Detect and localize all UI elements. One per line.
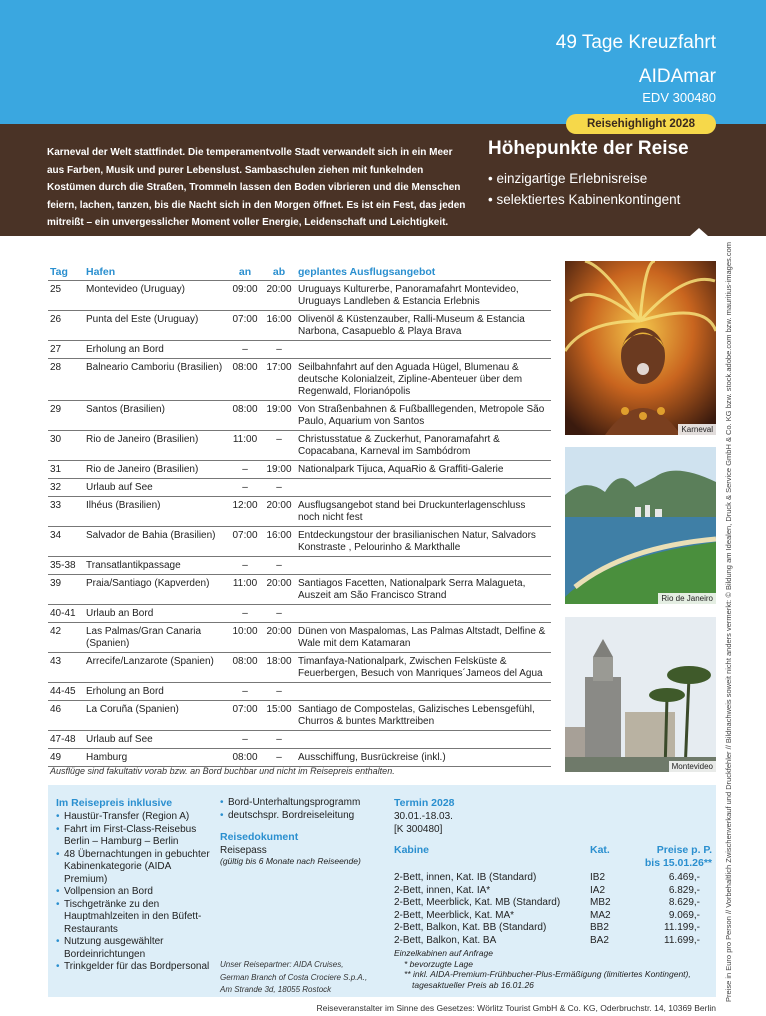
cell-an: – xyxy=(228,557,262,575)
cell-ab: 15:00 xyxy=(262,701,296,731)
cell-tag: 49 xyxy=(48,749,84,767)
cabin-col-kat: Kat. xyxy=(590,844,610,856)
photo-caption: Rio de Janeiro xyxy=(658,593,716,604)
side-credit-text: Preise in Euro pro Person // Vorbehaltlich Zwischenverkauf und Druckfehler // Bildnachweis soweit nicht anders vermerkt: © Bildung am Idealen, Druck & Service GmbH & Co. KG bzw. stock.adobe.com bzw. mauritius-images.com xyxy=(724,241,733,1002)
termin-code: [K 300480] xyxy=(394,823,443,835)
cell-an: 12:00 xyxy=(228,497,262,527)
termin-dates: 30.01.-18.03. xyxy=(394,811,453,822)
cabin-note: * bevorzugte Lage xyxy=(404,958,473,969)
cabin-row xyxy=(394,922,712,935)
cell-ausflug: Olivenöl & Küstenzauber, Ralli-Museum & Estancia Narbona, Casapueblo & Playa Brava xyxy=(296,311,551,341)
photo-montevideo xyxy=(565,617,716,772)
partner-info xyxy=(220,959,367,997)
cell-an: 08:00 xyxy=(228,359,262,401)
cell-tag: 42 xyxy=(48,623,84,653)
table-row xyxy=(48,701,551,731)
cell-hafen: Punta del Este (Uruguay) xyxy=(84,311,228,341)
cabin-price: 9.069,- xyxy=(668,909,700,921)
cell-tag: 33 xyxy=(48,497,84,527)
cabin-note: tagesaktueller Preis ab 16.01.26 xyxy=(412,979,534,990)
cell-an: – xyxy=(228,341,262,359)
partner-line: German Branch of Costa Crociere S.p.A., xyxy=(220,972,368,982)
cell-hafen: Erholung an Bord xyxy=(84,683,228,701)
cell-ab: 18:00 xyxy=(262,653,296,683)
cell-ausflug xyxy=(296,479,551,497)
cell-hafen: Transatlantikpassage xyxy=(84,557,228,575)
cell-an: – xyxy=(228,605,262,623)
cell-tag: 31 xyxy=(48,461,84,479)
cell-ab: 19:00 xyxy=(262,461,296,479)
notch-decoration xyxy=(690,228,708,236)
photo-caption: Karneval xyxy=(678,424,716,435)
cell-hafen: Rio de Janeiro (Brasilien) xyxy=(84,461,228,479)
header-banner xyxy=(0,0,766,124)
cabin-col-kabine: Kabine xyxy=(394,844,430,856)
cabin-notes xyxy=(394,948,712,990)
cell-ab: 20:00 xyxy=(262,281,296,311)
table-row xyxy=(48,605,551,623)
cell-tag: 44-45 xyxy=(48,683,84,701)
inclusive-list-2 xyxy=(220,797,390,822)
cell-an: – xyxy=(228,479,262,497)
cell-ausflug: Christusstatue & Zuckerhut, Panoramafahrt & Copacabana, Karneval im Sambódrom xyxy=(296,431,551,461)
cabin-price: 11.199,- xyxy=(664,922,700,933)
cell-an: 08:00 xyxy=(228,749,262,767)
edv-number: EDV 300480 xyxy=(642,90,716,105)
cell-ab: – xyxy=(262,479,296,497)
cell-tag: 26 xyxy=(48,311,84,341)
cell-ausflug xyxy=(296,341,551,359)
inclusive-item: • 48 Übernachtungen in gebuchter Kabinenkategorie (AIDA Premium) xyxy=(56,849,216,887)
cabin-row xyxy=(394,897,712,910)
cabin-name: 2-Bett, Meerblick, Kat. MB (Standard) xyxy=(394,897,561,908)
cell-ausflug: Santiagos Facetten, Nationalpark Serra Malagueta, Auszeit am São Francisco Strand xyxy=(296,575,551,605)
cell-hafen: Hamburg xyxy=(84,749,228,767)
cell-hafen: Ilhéus (Brasilien) xyxy=(84,497,228,527)
cabin-row xyxy=(394,910,712,923)
cell-hafen: Salvador de Bahia (Brasilien) xyxy=(84,527,228,557)
trip-duration: 49 Tage Kreuzfahrt xyxy=(555,32,716,53)
cabin-rows xyxy=(394,872,712,947)
cell-hafen: Montevideo (Uruguay) xyxy=(84,281,228,311)
cell-an: 09:00 xyxy=(228,281,262,311)
cell-ab: 20:00 xyxy=(262,575,296,605)
cell-tag: 27 xyxy=(48,341,84,359)
highlight-badge: Reisehighlight 2028 xyxy=(566,114,716,134)
cell-an: 10:00 xyxy=(228,623,262,653)
cell-tag: 29 xyxy=(48,401,84,431)
cell-ab: 20:00 xyxy=(262,623,296,653)
cell-tag: 39 xyxy=(48,575,84,605)
table-row xyxy=(48,527,551,557)
table-row xyxy=(48,653,551,683)
table-row xyxy=(48,575,551,605)
cell-an: – xyxy=(228,683,262,701)
cell-ab: – xyxy=(262,749,296,767)
table-row xyxy=(48,731,551,749)
cabin-kat: MA2 xyxy=(590,909,611,921)
cabin-name: 2-Bett, innen, Kat. IB (Standard) xyxy=(394,872,537,883)
cabin-kat: IA2 xyxy=(590,884,606,896)
highlights-title: Höhepunkte der Reise xyxy=(488,138,689,159)
cell-hafen: Rio de Janeiro (Brasilien) xyxy=(84,431,228,461)
cell-an: – xyxy=(228,461,262,479)
inclusive-title: Im Reisepreis inklusive xyxy=(56,797,173,809)
inclusive-item: • Bord-Unterhaltungsprogramm xyxy=(220,797,390,810)
table-row xyxy=(48,281,551,311)
cell-tag: 47-48 xyxy=(48,731,84,749)
cabin-note: Einzelkabinen auf Anfrage xyxy=(394,948,493,958)
cell-ab: 20:00 xyxy=(262,497,296,527)
cell-hafen: Urlaub an Bord xyxy=(84,605,228,623)
cell-ausflug: Von Straßenbahnen & Fußballlegenden, Metropole São Paulo, Aquarium von Santos xyxy=(296,401,551,431)
highlight-item: • einzigartige Erlebnisreise xyxy=(488,168,680,189)
termin-title: Termin 2028 xyxy=(394,797,455,809)
intro-text: Karneval der Welt stattfindet. Die temperamentvolle Stadt verwandelt sich in ein Meer aus Farben, Musik und purer Lebenslust. Sambaschulen ziehen mit funkelnden Kostümen durch die Straßen, Trommeln lassen den Boden vibrieren und die Menschen feiern, lachen, tanzen, bis die Nacht sich in den Morgen öffnet. Es ist ein Fest, das jeden mitreißt – ein unvergesslicher Moment voller Energie, Leidenschaft und Leichtigkeit. xyxy=(47,147,466,228)
cell-ausflug: Dünen von Maspalomas, Las Palmas Altstadt, Delfine & Wale mit dem Katamaran xyxy=(296,623,551,653)
preis-line1: Preise p. P. xyxy=(656,844,712,856)
cell-hafen: Las Palmas/Gran Canaria (Spanien) xyxy=(84,623,228,653)
cell-ab: 19:00 xyxy=(262,401,296,431)
cell-hafen: Urlaub auf See xyxy=(84,731,228,749)
document-note: (gültig bis 6 Monate nach Reiseende) xyxy=(220,856,361,866)
cell-ausflug: Uruguays Kulturerbe, Panoramafahrt Montevideo, Uruguays Landleben & Estancia Erlebnis xyxy=(296,281,551,311)
cell-ab: – xyxy=(262,731,296,749)
intro-band xyxy=(0,118,766,236)
cell-tag: 43 xyxy=(48,653,84,683)
document-value: Reisepass xyxy=(220,845,267,856)
cell-tag: 30 xyxy=(48,431,84,461)
cabin-row xyxy=(394,935,712,948)
document-title: Reisedokument xyxy=(220,831,299,843)
cell-an: 07:00 xyxy=(228,311,262,341)
photo-caption: Montevideo xyxy=(669,761,716,772)
cabin-note: ** inkl. AIDA-Premium-Frühbucher-Plus-Ermäßigung (limitiertes Kontingent), xyxy=(404,969,691,979)
cell-ausflug: Ausschiffung, Busrückreise (inkl.) xyxy=(296,749,551,767)
cell-tag: 28 xyxy=(48,359,84,401)
photo-rio xyxy=(565,447,716,604)
table-header-row xyxy=(48,264,551,281)
cell-ab: – xyxy=(262,341,296,359)
cell-ab: – xyxy=(262,605,296,623)
col-header-an: an xyxy=(228,264,262,281)
cell-an: 08:00 xyxy=(228,653,262,683)
inclusive-item: • Tischgetränke zu den Hauptmahlzeiten in den Büfett-Restaurants xyxy=(56,899,216,937)
partner-line: Unser Reisepartner: AIDA Cruises, xyxy=(220,960,344,969)
highlights-list xyxy=(488,168,680,210)
table-row xyxy=(48,623,551,653)
table-row xyxy=(48,359,551,401)
cabin-price: 6.829,- xyxy=(668,884,700,896)
cell-an: – xyxy=(228,731,262,749)
cell-ausflug: Entdeckungstour der brasilianischen Natur, Salvadors Konstraste , Pelourinho & Markthalle xyxy=(296,527,551,557)
cell-tag: 25 xyxy=(48,281,84,311)
organizer-line: Reiseveranstalter im Sinne des Gesetzes: Wörlitz Tourist GmbH & Co. KG, Oderbruchstr. 14, 10369 Berlin xyxy=(316,1003,716,1013)
cell-ab: 16:00 xyxy=(262,311,296,341)
cell-tag: 32 xyxy=(48,479,84,497)
inclusive-item: • Vollpension an Bord xyxy=(56,886,216,899)
cell-an: 07:00 xyxy=(228,701,262,731)
table-row xyxy=(48,749,551,767)
cell-hafen: Urlaub auf See xyxy=(84,479,228,497)
cabin-header xyxy=(394,844,712,872)
col-header-hafen: Hafen xyxy=(84,264,228,281)
cell-hafen: Arrecife/Lanzarote (Spanien) xyxy=(84,653,228,683)
ship-name: AIDAmar xyxy=(638,66,716,87)
cabin-row xyxy=(394,872,712,885)
cell-tag: 34 xyxy=(48,527,84,557)
inclusive-item: • Nutzung ausgewählter Bordeinrichtungen xyxy=(56,936,216,961)
cell-hafen: Santos (Brasilien) xyxy=(84,401,228,431)
cell-ausflug: Seilbahnfahrt auf den Aguada Hügel, Blumenau & deutsche Kolonialzeit, Zipline-Abenteuer über dem Regenwald, Florianópolis xyxy=(296,359,551,401)
cabin-kat: BA2 xyxy=(590,934,609,946)
cell-ab: – xyxy=(262,683,296,701)
cabin-price: 11.699,- xyxy=(664,934,700,946)
cell-tag: 35-38 xyxy=(48,557,84,575)
cell-hafen: Praia/Santiago (Kapverden) xyxy=(84,575,228,605)
cabin-name: 2-Bett, Balkon, Kat. BA xyxy=(394,934,497,946)
highlight-item: • selektiertes Kabinenkontingent xyxy=(488,189,680,210)
itinerary-footnote: Ausflüge sind fakultativ vorab bzw. an Bord buchbar und nicht im Reisepreis enthalten. xyxy=(50,766,395,776)
table-row xyxy=(48,479,551,497)
cell-ausflug: Nationalpark Tijuca, AquaRio & Graffiti-Galerie xyxy=(296,461,551,479)
cell-an: 08:00 xyxy=(228,401,262,431)
cell-ausflug xyxy=(296,605,551,623)
inclusive-item: • Trinkgelder für das Bordpersonal xyxy=(56,961,216,974)
cell-ausflug: Santiago de Compostelas, Galizisches Lebensgefühl, Churros & buntes Markttreiben xyxy=(296,701,551,731)
itinerary-table xyxy=(48,264,551,767)
cabin-kat: MB2 xyxy=(590,897,611,908)
cell-hafen: La Coruña (Spanien) xyxy=(84,701,228,731)
inclusive-item: • deutschspr. Bordreiseleitung xyxy=(220,810,390,823)
inclusive-list xyxy=(56,811,216,974)
cabin-name: 2-Bett, innen, Kat. IA* xyxy=(394,884,491,896)
cell-ab: – xyxy=(262,557,296,575)
cabin-price: 8.629,- xyxy=(668,897,700,908)
table-row xyxy=(48,497,551,527)
table-row xyxy=(48,311,551,341)
table-row xyxy=(48,401,551,431)
preis-line2: bis 15.01.26** xyxy=(644,856,712,869)
cell-an: 11:00 xyxy=(228,575,262,605)
cabin-kat: IB2 xyxy=(590,872,606,883)
col-header-ab: ab xyxy=(262,264,296,281)
cell-ausflug: Ausflugsangebot stand bei Druckunterlagenschluss noch nicht fest xyxy=(296,497,551,527)
photo-carnival xyxy=(565,261,716,435)
cell-ausflug xyxy=(296,731,551,749)
table-row xyxy=(48,341,551,359)
cell-tag: 40-41 xyxy=(48,605,84,623)
cell-hafen: Erholung an Bord xyxy=(84,341,228,359)
city-photo-icon xyxy=(565,617,716,772)
cell-ausflug xyxy=(296,557,551,575)
cell-hafen: Balneario Camboriu (Brasilien) xyxy=(84,359,228,401)
table-row xyxy=(48,683,551,701)
partner-line: Am Strande 3d, 18055 Rostock xyxy=(220,985,332,994)
inclusive-item: • Fahrt im First-Class-Reisebus Berlin – Hamburg – Berlin xyxy=(56,824,216,849)
table-row xyxy=(48,461,551,479)
cabin-kat: BB2 xyxy=(590,922,609,933)
cell-ab: – xyxy=(262,431,296,461)
beach-photo-icon xyxy=(565,447,716,604)
cell-ab: 17:00 xyxy=(262,359,296,401)
cell-ab: 16:00 xyxy=(262,527,296,557)
cell-ausflug xyxy=(296,683,551,701)
col-header-ausflug: geplantes Ausflugsangebot xyxy=(296,264,551,281)
cell-ausflug: Timanfaya-Nationalpark, Zwischen Felsküste & Feuerbergen, Besuch von Manriques´Jameos del Agua xyxy=(296,653,551,683)
cell-an: 11:00 xyxy=(228,431,262,461)
info-box xyxy=(48,785,716,997)
inclusive-section xyxy=(56,797,216,974)
cabin-name: 2-Bett, Meerblick, Kat. MA* xyxy=(394,909,515,921)
cabin-row xyxy=(394,885,712,898)
cell-tag: 46 xyxy=(48,701,84,731)
termin-section xyxy=(394,797,712,990)
table-row xyxy=(48,557,551,575)
cabin-price: 6.469,- xyxy=(668,872,700,883)
inclusive-item: • Haustür-Transfer (Region A) xyxy=(56,811,216,824)
table-row xyxy=(48,431,551,461)
col-header-tag: Tag xyxy=(48,264,84,281)
cabin-col-preis xyxy=(612,844,712,869)
inclusive-section-2 xyxy=(220,797,390,867)
cabin-name: 2-Bett, Balkon, Kat. BB (Standard) xyxy=(394,922,547,933)
carnival-photo-icon xyxy=(565,261,716,435)
side-credit xyxy=(724,241,736,1002)
cell-an: 07:00 xyxy=(228,527,262,557)
